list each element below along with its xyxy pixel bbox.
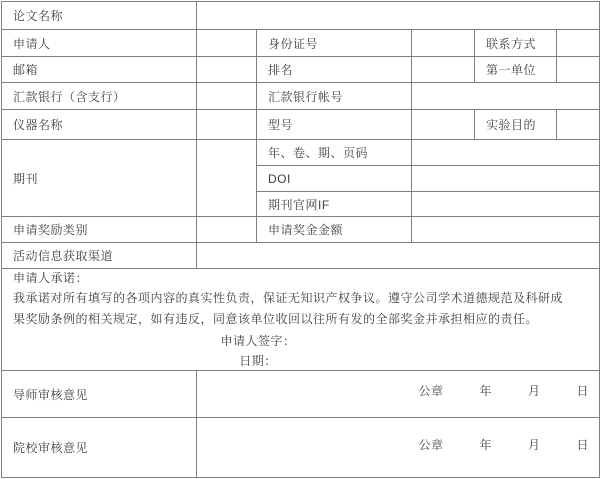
- contact-field[interactable]: [557, 30, 600, 57]
- journal-field[interactable]: [197, 140, 257, 217]
- paper-title-label: 论文名称: [2, 2, 197, 30]
- promise-block: [2, 269, 600, 371]
- journal-label: 期刊: [2, 140, 197, 217]
- experiment-purpose-label: 实验目的: [475, 110, 557, 140]
- seal-label: 公章: [418, 437, 444, 452]
- mentor-seal-line: [208, 382, 597, 406]
- first-unit-label: 第一单位: [475, 57, 557, 83]
- doi-label: DOI: [257, 166, 412, 192]
- promise-date-label: 日期：: [239, 354, 277, 368]
- promise-signature-label: 申请人签字：: [220, 334, 296, 348]
- remit-bank-label: 汇款银行（含支行）: [2, 83, 197, 110]
- year-label: 年: [479, 384, 492, 398]
- month-label: 月: [527, 384, 541, 398]
- journal-if-label: 期刊官网IF: [257, 192, 412, 217]
- experiment-purpose-field[interactable]: [557, 110, 600, 140]
- school-review-field[interactable]: [197, 418, 600, 478]
- mentor-review-label: 导师审核意见: [2, 371, 197, 418]
- model-field[interactable]: [412, 110, 475, 140]
- info-channel-field[interactable]: [197, 243, 600, 269]
- applicant-field[interactable]: [197, 30, 257, 57]
- month-label: 月: [527, 437, 541, 452]
- row-mentor-review: [2, 371, 600, 418]
- doi-field[interactable]: [412, 166, 600, 192]
- award-amount-field[interactable]: [412, 217, 600, 243]
- model-label: 型号: [257, 110, 412, 140]
- first-unit-field[interactable]: [557, 57, 600, 83]
- row-promise: [2, 269, 600, 371]
- remit-account-field[interactable]: [412, 83, 600, 110]
- row-instrument: [2, 110, 600, 140]
- row-applicant: [2, 30, 600, 57]
- remit-account-label: 汇款银行帐号: [257, 83, 412, 110]
- row-journal-1: [2, 140, 600, 166]
- day-label: 日: [576, 384, 590, 398]
- row-paper-title: [2, 2, 600, 30]
- row-award: [2, 217, 600, 243]
- instrument-name-label: 仪器名称: [2, 110, 197, 140]
- id-number-label: 身份证号: [257, 30, 412, 57]
- row-email: [2, 57, 600, 83]
- award-category-field[interactable]: [197, 217, 257, 243]
- email-label: 邮箱: [2, 57, 197, 83]
- year-vol-issue-pages-field[interactable]: [412, 140, 600, 166]
- school-review-label: 院校审核意见: [2, 418, 197, 478]
- mentor-review-field[interactable]: [197, 371, 600, 418]
- paper-title-field[interactable]: [197, 2, 600, 30]
- award-category-label: 申请奖励类别: [2, 217, 197, 243]
- application-form-table: [1, 1, 600, 478]
- row-remit-bank: [2, 83, 600, 110]
- contact-label: 联系方式: [475, 30, 557, 57]
- id-number-field[interactable]: [412, 30, 475, 57]
- day-label: 日: [576, 437, 590, 452]
- promise-body: 我承诺对所有填写的各项内容的真实性负责，保证无知识产权争议。遵守公司学术道德规范及科研成果奖励条例的相关规定，如有违反，同意该单位收回以往所有发的全部奖金并承担相应的责任。: [13, 291, 564, 326]
- school-seal-line: [208, 436, 597, 460]
- year-vol-issue-pages-label: 年、卷、期、页码: [257, 140, 412, 166]
- row-info-channel: [2, 243, 600, 269]
- journal-if-field[interactable]: [412, 192, 600, 217]
- promise-title: 申请人承诺：: [13, 271, 89, 285]
- ranking-label: 排名: [257, 57, 412, 83]
- email-field[interactable]: [197, 57, 257, 83]
- year-label: 年: [479, 437, 492, 452]
- row-school-review: [2, 418, 600, 478]
- seal-label: 公章: [418, 384, 444, 398]
- award-amount-label: 申请奖金金额: [257, 217, 412, 243]
- ranking-field[interactable]: [412, 57, 475, 83]
- info-channel-label: 活动信息获取渠道: [2, 243, 197, 269]
- applicant-label: 申请人: [2, 30, 197, 57]
- instrument-name-field[interactable]: [197, 110, 257, 140]
- remit-bank-field[interactable]: [197, 83, 257, 110]
